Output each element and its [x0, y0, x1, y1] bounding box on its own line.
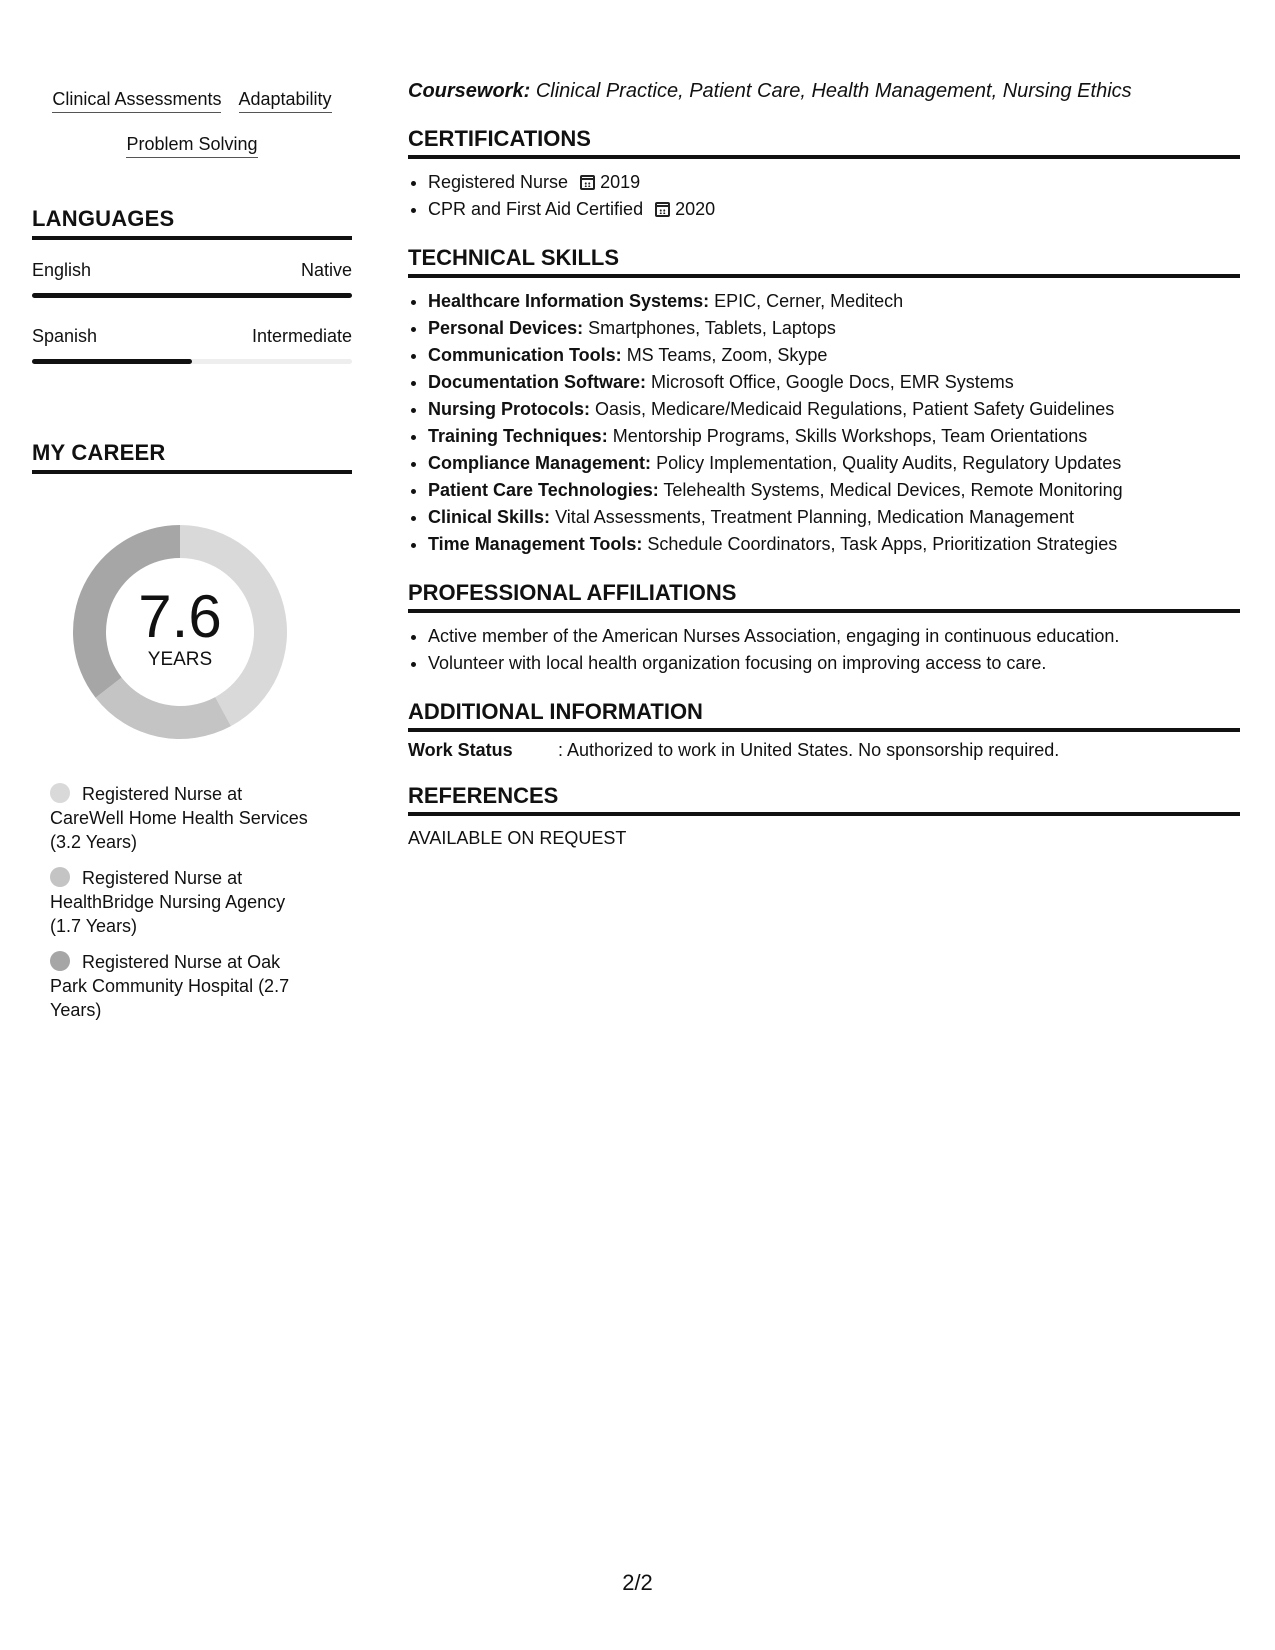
skill-category: Time Management Tools: — [428, 534, 643, 554]
technical-skill-item — [428, 504, 1240, 531]
language-name: Spanish — [32, 326, 98, 346]
certification-item — [428, 169, 1240, 196]
career-total-value: 7.6 — [138, 583, 222, 650]
work-status-label: Work Status — [408, 740, 513, 760]
skill-category: Compliance Management: — [428, 453, 652, 473]
career-total-unit: YEARS — [147, 649, 213, 670]
language-row — [32, 326, 352, 347]
page-number: 2/2 — [622, 1570, 653, 1595]
legend-item — [50, 950, 320, 1022]
language-bar — [32, 293, 352, 298]
coursework-line — [408, 78, 1240, 104]
career-heading: MY CAREER — [32, 440, 352, 474]
additional-info-heading: ADDITIONAL INFORMATION — [408, 699, 1240, 732]
skill-values: Smartphones, Tablets, Laptops — [588, 318, 836, 338]
coursework-text: Clinical Practice, Patient Care, Health Management, Nursing Ethics — [535, 80, 1132, 102]
career-section — [32, 440, 352, 1022]
technical-skills-list — [408, 288, 1240, 558]
technical-skill-item — [428, 369, 1240, 396]
skill-tag: Adaptability — [239, 88, 332, 113]
skill-category: Training Techniques: — [428, 426, 608, 446]
legend-label: Registered Nurse at HealthBridge Nursing Agency (1.7 Years) — [50, 868, 286, 936]
legend-dot — [50, 783, 70, 803]
legend-item — [50, 866, 320, 938]
legend-label: Registered Nurse at CareWell Home Health Services (3.2 Years) — [50, 784, 308, 852]
affiliations-list — [408, 623, 1240, 677]
career-donut-chart — [60, 512, 300, 752]
skill-category: Healthcare Information Systems: — [428, 291, 710, 311]
skill-values: Vital Assessments, Treatment Planning, Medication Management — [555, 507, 1075, 527]
language-name: English — [32, 260, 92, 280]
references-text: AVAILABLE ON REQUEST — [408, 828, 627, 848]
work-status-value: : Authorized to work in United States. No sponsorship required. — [558, 740, 1060, 760]
right-column — [408, 78, 1240, 849]
technical-skill-item — [428, 531, 1240, 558]
technical-skill-item — [428, 342, 1240, 369]
certification-year: 2020 — [675, 199, 716, 219]
skill-values: Policy Implementation, Quality Audits, Regulatory Updates — [656, 453, 1122, 473]
affiliation-item: • Volunteer with local health organization focusing on improving access to care. — [428, 650, 1240, 677]
languages-heading: LANGUAGES — [32, 206, 352, 240]
affiliations-heading: PROFESSIONAL AFFILIATIONS — [408, 580, 1240, 613]
skill-category: Clinical Skills: — [428, 507, 551, 527]
skill-category: Nursing Protocols: — [428, 399, 591, 419]
skill-category: Communication Tools: — [428, 345, 622, 365]
languages-section — [32, 206, 352, 364]
technical-skill-item — [428, 288, 1240, 315]
skill-tag: Clinical Assessments — [52, 88, 221, 113]
skill-values: Oasis, Medicare/Medicaid Regulations, Patient Safety Guidelines — [595, 399, 1115, 419]
language-row — [32, 260, 352, 281]
references-heading: REFERENCES — [408, 783, 1240, 816]
calendar-icon — [655, 202, 670, 217]
language-bar-fill — [32, 293, 352, 298]
donut-center — [60, 512, 300, 752]
skill-values: MS Teams, Zoom, Skype — [626, 345, 828, 365]
certification-name: CPR and First Aid Certified — [428, 199, 644, 219]
skill-values: Schedule Coordinators, Task Apps, Prioritization Strategies — [647, 534, 1118, 554]
language-bar — [32, 359, 352, 364]
skill-category: Personal Devices: — [428, 318, 584, 338]
legend-label: Registered Nurse at Oak Park Community Hospital (2.7 Years) — [50, 952, 290, 1020]
skill-values: EPIC, Cerner, Meditech — [714, 291, 904, 311]
skill-values: Telehealth Systems, Medical Devices, Remote Monitoring — [663, 480, 1123, 500]
legend-dot — [50, 951, 70, 971]
coursework-label: Coursework: — [408, 80, 531, 102]
skill-values: Microsoft Office, Google Docs, EMR Systems — [651, 372, 1014, 392]
language-level: Native — [300, 260, 352, 280]
certifications-list — [408, 169, 1240, 223]
skill-category: Documentation Software: — [428, 372, 647, 392]
skill-values: Mentorship Programs, Skills Workshops, Team Orientations — [612, 426, 1088, 446]
career-legend — [32, 782, 320, 1022]
technical-skill-item — [428, 477, 1240, 504]
legend-dot — [50, 867, 70, 887]
certifications-heading: CERTIFICATIONS — [408, 126, 1240, 159]
technical-skills-heading: TECHNICAL SKILLS — [408, 245, 1240, 278]
work-status-row — [408, 740, 1240, 761]
certification-year: 2019 — [600, 172, 641, 192]
certification-item — [428, 196, 1240, 223]
skill-tags — [32, 80, 352, 170]
skill-category: Patient Care Technologies: — [428, 480, 659, 500]
technical-skill-item — [428, 450, 1240, 477]
skill-tag: Problem Solving — [126, 133, 257, 158]
affiliation-item: • Active member of the American Nurses Association, engaging in continuous education. — [428, 623, 1240, 650]
calendar-icon — [580, 175, 595, 190]
certification-name: Registered Nurse — [428, 172, 569, 192]
technical-skill-item — [428, 396, 1240, 423]
legend-item — [50, 782, 320, 854]
technical-skill-item — [428, 423, 1240, 450]
left-column — [32, 80, 352, 1034]
language-bar-fill — [32, 359, 192, 364]
language-level: Intermediate — [251, 326, 352, 346]
technical-skill-item — [428, 315, 1240, 342]
